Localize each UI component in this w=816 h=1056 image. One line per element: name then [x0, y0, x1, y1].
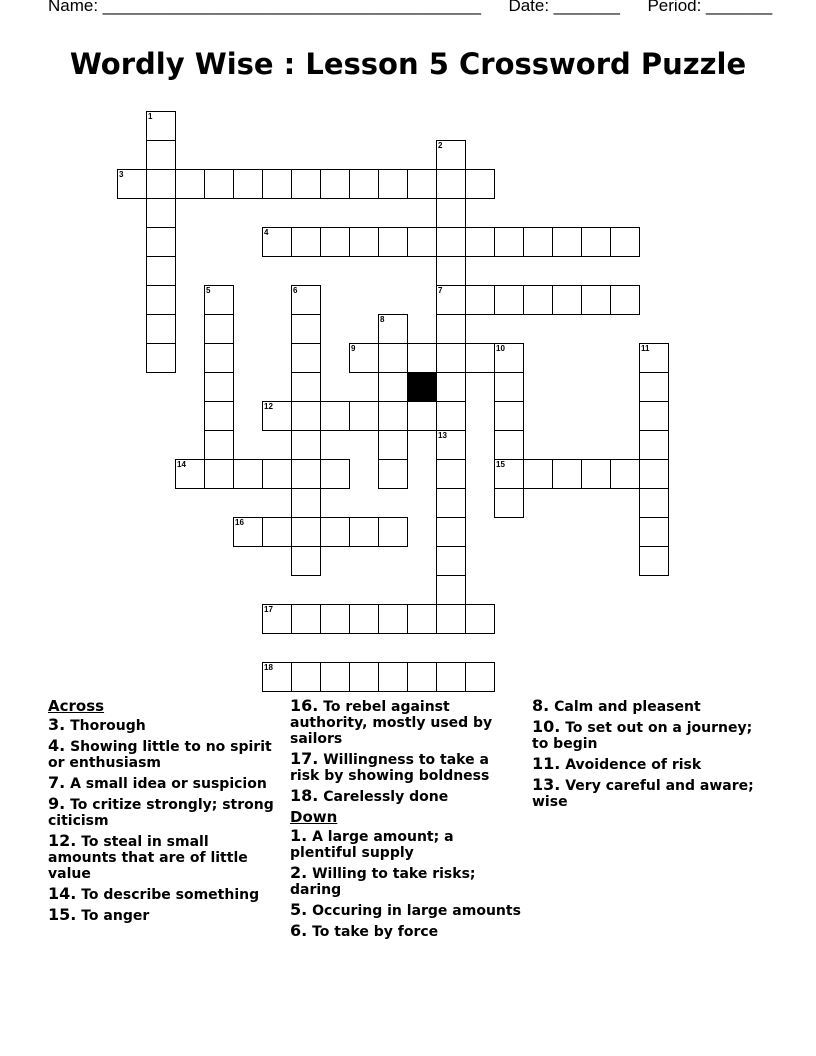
- clue-number-label: 1: [148, 112, 153, 121]
- clue-number-label: 2: [438, 141, 443, 150]
- grid-cell[interactable]: [494, 430, 524, 460]
- clue-number-label: 9: [351, 344, 356, 353]
- clue-number-label: 15: [496, 460, 505, 469]
- grid-cell[interactable]: [436, 488, 466, 518]
- grid-cell[interactable]: [436, 546, 466, 576]
- grid-cell[interactable]: [465, 604, 495, 634]
- grid-cell[interactable]: [378, 662, 408, 692]
- grid-cell[interactable]: [262, 662, 292, 692]
- grid-cell[interactable]: [146, 169, 176, 199]
- clue-across-18: 18. Carelessly done: [290, 786, 449, 805]
- clue-across-4: 4. Showing little to no spirit or enthusiasm: [48, 736, 272, 771]
- clue-down-1: 1. A large amount; a plentiful supply: [290, 826, 454, 861]
- grid-cell[interactable]: [407, 604, 437, 634]
- clue-number-label: 16: [235, 518, 244, 527]
- grid-cell[interactable]: [146, 285, 176, 315]
- grid-cell[interactable]: [494, 488, 524, 518]
- clue-across-17: 17. Willingness to take a risk by showing boldness: [290, 749, 490, 784]
- page-title: Wordly Wise : Lesson 5 Crossword Puzzle: [69, 47, 747, 81]
- grid-cell[interactable]: [320, 401, 350, 431]
- grid-cell[interactable]: [320, 662, 350, 692]
- grid-cell[interactable]: [146, 198, 176, 228]
- grid-cell[interactable]: [436, 343, 466, 373]
- grid-cell[interactable]: [436, 459, 466, 489]
- grid-cell[interactable]: [378, 430, 408, 460]
- clue-across-15: 15. To anger: [48, 905, 150, 924]
- grid-cell[interactable]: [436, 372, 466, 402]
- clue-across-3: 3. Thorough: [48, 715, 146, 734]
- grid-cell[interactable]: [610, 459, 640, 489]
- grid-cell[interactable]: [523, 459, 553, 489]
- period-field[interactable]: Period: _______: [647, 0, 773, 15]
- grid-cell[interactable]: [436, 140, 466, 170]
- grid-cell[interactable]: [117, 169, 147, 199]
- clue-down-2: 2. Willing to take risks; daring: [290, 863, 476, 898]
- grid-cell[interactable]: [465, 343, 495, 373]
- grid-cell[interactable]: [552, 285, 582, 315]
- grid-cell[interactable]: [639, 401, 669, 431]
- grid-cell[interactable]: [291, 430, 321, 460]
- grid-cell[interactable]: [639, 430, 669, 460]
- grid-cell[interactable]: [262, 517, 292, 547]
- grid-cell[interactable]: [581, 285, 611, 315]
- grid-cell[interactable]: [291, 662, 321, 692]
- grid-cell[interactable]: [146, 343, 176, 373]
- grid-cell[interactable]: [378, 314, 408, 344]
- grid-cell[interactable]: [204, 343, 234, 373]
- grid-cell[interactable]: [639, 546, 669, 576]
- name-field[interactable]: Name: ________________________________________: [48, 0, 481, 15]
- grid-cell[interactable]: [175, 169, 205, 199]
- clue-number-label: 6: [293, 286, 298, 295]
- clue-across-14: 14. To describe something: [48, 884, 260, 903]
- grid-cell[interactable]: [349, 604, 379, 634]
- grid-cell[interactable]: [291, 169, 321, 199]
- grid-cell[interactable]: [378, 343, 408, 373]
- grid-cell[interactable]: [320, 604, 350, 634]
- grid-cell[interactable]: [436, 198, 466, 228]
- clue-number-label: 13: [438, 431, 447, 440]
- grid-cell[interactable]: [291, 227, 321, 257]
- grid-cell[interactable]: [407, 343, 437, 373]
- clue-down-13: 13. Very careful and aware; wise: [532, 775, 754, 810]
- grid-cell[interactable]: [233, 517, 263, 547]
- grid-cell[interactable]: [407, 662, 437, 692]
- grid-cell[interactable]: [146, 256, 176, 286]
- grid-cell[interactable]: [146, 140, 176, 170]
- date-field[interactable]: Date: _______: [508, 0, 620, 15]
- clue-number-label: 8: [380, 315, 385, 324]
- grid-cell[interactable]: [494, 372, 524, 402]
- clue-number-label: 5: [206, 286, 211, 295]
- grid-cell[interactable]: [146, 111, 176, 141]
- grid-cell[interactable]: [436, 662, 466, 692]
- grid-cell[interactable]: [639, 459, 669, 489]
- grid-cell[interactable]: [378, 517, 408, 547]
- clue-number-label: 17: [264, 605, 273, 614]
- across-heading: Across: [48, 697, 105, 715]
- grid-cell[interactable]: [146, 227, 176, 257]
- grid-cell[interactable]: [204, 314, 234, 344]
- grid-cell[interactable]: [436, 314, 466, 344]
- clue-down-5: 5. Occuring in large amounts: [290, 900, 521, 919]
- grid-cell[interactable]: [204, 285, 234, 315]
- grid-cell[interactable]: [233, 459, 263, 489]
- grid-cell[interactable]: [204, 459, 234, 489]
- grid-cell[interactable]: [291, 604, 321, 634]
- clue-number-label: 11: [641, 344, 650, 353]
- grid-cell[interactable]: [291, 488, 321, 518]
- grid-cell[interactable]: [465, 285, 495, 315]
- grid-cell[interactable]: [146, 314, 176, 344]
- clue-down-8: 8. Calm and pleasent: [532, 696, 701, 715]
- grid-cell[interactable]: [494, 401, 524, 431]
- grid-cell[interactable]: [494, 459, 524, 489]
- clue-down-11: 11. Avoidence of risk: [532, 754, 702, 773]
- grid-cell[interactable]: [436, 285, 466, 315]
- grid-cell[interactable]: [407, 401, 437, 431]
- clue-number-label: 14: [177, 460, 186, 469]
- grid-cell[interactable]: [291, 546, 321, 576]
- grid-cell[interactable]: [639, 517, 669, 547]
- grid-cell[interactable]: [639, 488, 669, 518]
- clue-number-label: 4: [264, 228, 269, 237]
- grid-cell[interactable]: [349, 662, 379, 692]
- grid-cell[interactable]: [349, 343, 379, 373]
- down-heading: Down: [290, 808, 338, 826]
- grid-cell[interactable]: [581, 227, 611, 257]
- clue-down-10: 10. To set out on a journey; to begin: [532, 717, 753, 752]
- grid-cell[interactable]: [291, 459, 321, 489]
- grid-cell[interactable]: [233, 169, 263, 199]
- grid-cell[interactable]: [436, 401, 466, 431]
- grid-cell[interactable]: [610, 227, 640, 257]
- grid-cell[interactable]: [349, 401, 379, 431]
- grid-cell[interactable]: [494, 343, 524, 373]
- grid-cell[interactable]: [204, 430, 234, 460]
- grid-cell[interactable]: [494, 227, 524, 257]
- grid-cell[interactable]: [378, 169, 408, 199]
- grid-cell[interactable]: [291, 372, 321, 402]
- grid-cell[interactable]: [291, 517, 321, 547]
- clues-column-3: [532, 698, 764, 814]
- clues-column-2: [290, 698, 522, 944]
- grid-cell[interactable]: [291, 401, 321, 431]
- grid-cell[interactable]: [552, 459, 582, 489]
- grid-cell[interactable]: [639, 372, 669, 402]
- grid-cell[interactable]: [204, 372, 234, 402]
- clue-across-16: 16. To rebel against authority, mostly used by sailors: [290, 696, 493, 747]
- grid-cell[interactable]: [262, 169, 292, 199]
- grid-cell[interactable]: [552, 227, 582, 257]
- grid-cell[interactable]: [639, 343, 669, 373]
- grid-cell[interactable]: [378, 401, 408, 431]
- grid-cell[interactable]: [436, 517, 466, 547]
- grid-cell[interactable]: [204, 169, 234, 199]
- grid-cell[interactable]: [465, 662, 495, 692]
- clue-down-6: 6. To take by force: [290, 921, 439, 940]
- clue-across-12: 12. To steal in small amounts that are of little value: [48, 831, 248, 882]
- grid-cell[interactable]: [320, 227, 350, 257]
- clue-across-7: 7. A small idea or suspicion: [48, 773, 267, 792]
- grid-cell[interactable]: [494, 285, 524, 315]
- grid-cell[interactable]: [436, 256, 466, 286]
- grid-cell[interactable]: [378, 459, 408, 489]
- grid-cell[interactable]: [523, 285, 553, 315]
- grid-cell[interactable]: [610, 285, 640, 315]
- grid-cell[interactable]: [262, 604, 292, 634]
- clue-number-label: 3: [119, 170, 124, 179]
- grid-cell[interactable]: [436, 575, 466, 605]
- grid-cell[interactable]: [378, 604, 408, 634]
- clue-number-label: 12: [264, 402, 273, 411]
- grid-cell[interactable]: [407, 227, 437, 257]
- grid-cell[interactable]: [320, 459, 350, 489]
- grid-cell[interactable]: [436, 169, 466, 199]
- grid-cell[interactable]: [465, 227, 495, 257]
- grid-cell[interactable]: [349, 169, 379, 199]
- grid-cell[interactable]: [378, 227, 408, 257]
- grid-cell[interactable]: [320, 169, 350, 199]
- grid-cell[interactable]: [204, 401, 234, 431]
- clue-number-label: 7: [438, 286, 443, 295]
- grid-cell[interactable]: [291, 343, 321, 373]
- grid-cell[interactable]: [436, 430, 466, 460]
- grid-cell[interactable]: [465, 169, 495, 199]
- grid-cell[interactable]: [291, 285, 321, 315]
- grid-cell[interactable]: [349, 517, 379, 547]
- grid-cell[interactable]: [378, 372, 408, 402]
- grid-cell[interactable]: [320, 517, 350, 547]
- grid-cell[interactable]: [262, 459, 292, 489]
- clues-column-1: [48, 698, 280, 928]
- grid-cell[interactable]: [581, 459, 611, 489]
- grid-cell[interactable]: [436, 604, 466, 634]
- grid-cell[interactable]: [262, 401, 292, 431]
- clue-number-label: 10: [496, 344, 505, 353]
- grid-cell[interactable]: [291, 314, 321, 344]
- clue-number-label: 18: [264, 663, 273, 672]
- grid-cell-shaded: [407, 372, 437, 402]
- grid-cell[interactable]: [175, 459, 205, 489]
- grid-cell[interactable]: [523, 227, 553, 257]
- grid-cell[interactable]: [262, 227, 292, 257]
- grid-cell[interactable]: [436, 227, 466, 257]
- clue-across-9: 9. To critize strongly; strong citicism: [48, 794, 274, 829]
- grid-cell[interactable]: [349, 227, 379, 257]
- grid-cell[interactable]: [407, 169, 437, 199]
